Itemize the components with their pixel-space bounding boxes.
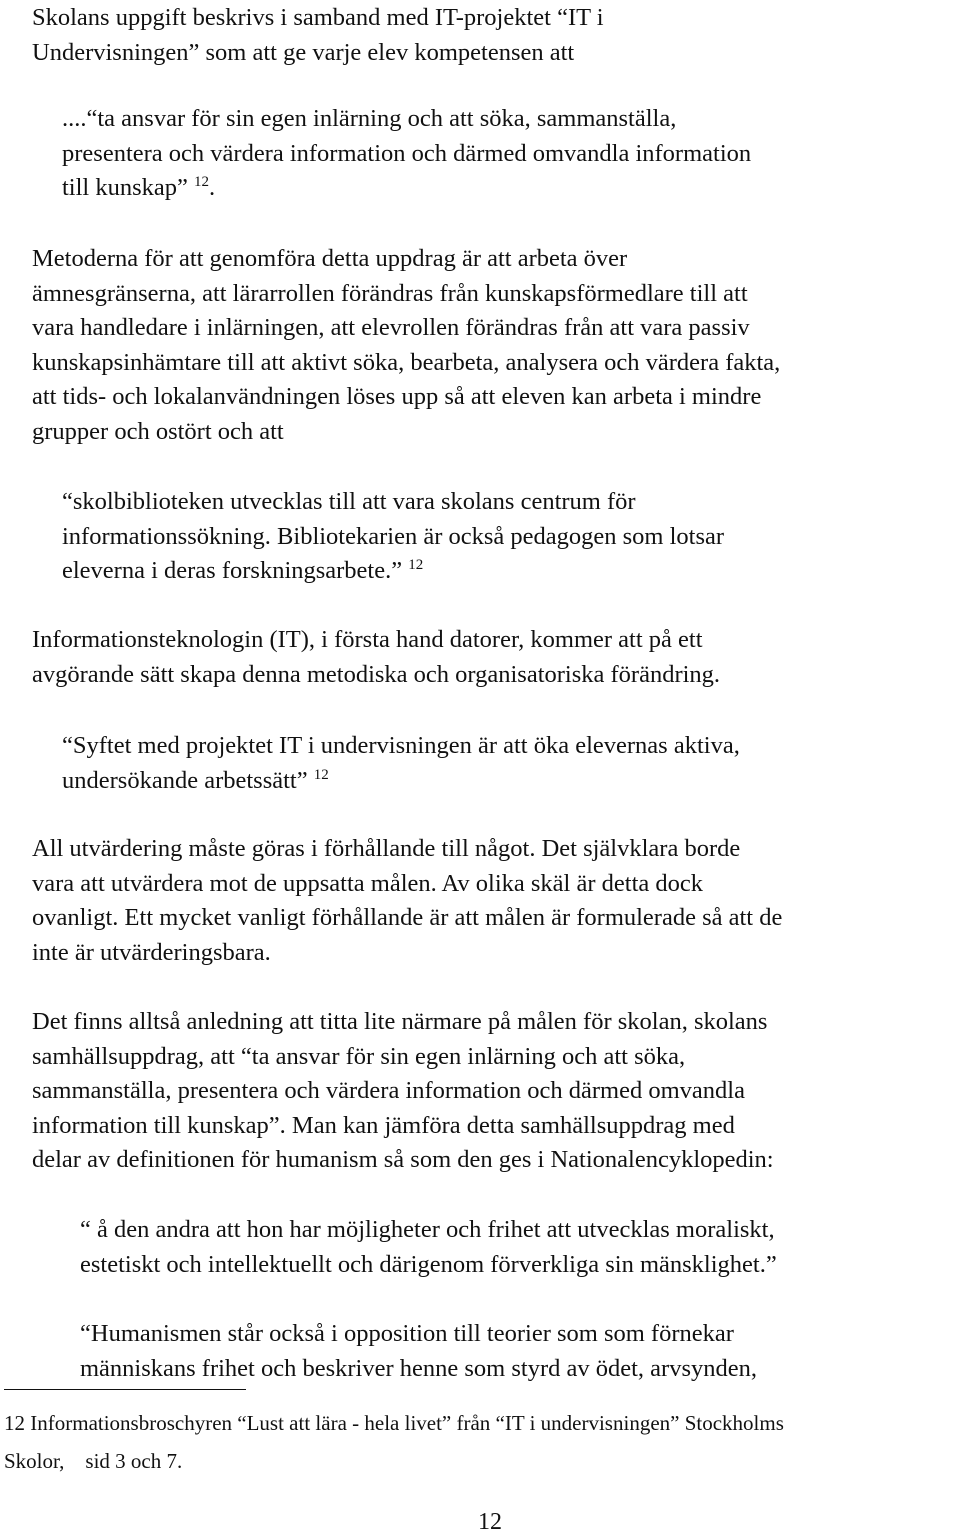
text-line: inte är utvärderingsbara. xyxy=(32,938,271,966)
text-line: samhällsuppdrag, att “ta ansvar för sin egen inlärning och att söka, xyxy=(32,1042,686,1070)
footnote-ref: 12 xyxy=(194,174,210,190)
quote-block-5 xyxy=(80,1317,940,1386)
quote-block-2 xyxy=(62,485,932,589)
footnote-text: Informationsbroschyren “Lust att lära - hela livet” från “IT i undervisningen” Stockholms xyxy=(30,1411,784,1435)
text-line: Informationsteknologin (IT), i första hand datorer, kommer att på ett xyxy=(32,626,703,653)
paragraph-it xyxy=(32,623,942,692)
page-number: 12 xyxy=(478,1509,502,1535)
text-segment: . xyxy=(209,174,216,201)
text-line: vara handledare i inlärningen, att elevrollen förändras från att vara passiv xyxy=(32,314,750,341)
text-line: att tids- och lokalanvändningen löses upp så att eleven kan arbeta i mindre xyxy=(32,383,762,410)
text-line: “skolbiblioteken utvecklas till att vara skolans centrum för xyxy=(62,488,636,515)
text-line: delar av definitionen för humanism så som den ges i Nationalencyklopedin: xyxy=(32,1146,774,1173)
footnote xyxy=(4,1404,958,1480)
footnote-ref: 12 xyxy=(408,557,424,573)
text-line: Undervisningen” som att ge varje elev kompetensen att xyxy=(32,38,575,66)
text-line: estetiskt och intellektuellt och därigenom förverkliga sin mänsklighet.” xyxy=(80,1250,777,1278)
text-line: avgörande sätt skapa denna metodiska och organisatoriska förändring. xyxy=(32,660,721,688)
text-line: ....“ta ansvar för sin egen inlärning och att söka, sammanställa, xyxy=(62,105,677,132)
text-line: Metoderna för att genomföra detta uppdrag är att arbeta över xyxy=(32,245,628,272)
paragraph-methods xyxy=(32,242,942,449)
text-line: grupper och ostört och att xyxy=(32,417,284,445)
text-line: presentera och värdera information och därmed omvandla information xyxy=(62,139,752,167)
text-line: “Humanismen står också i opposition till teorier som som förnekar xyxy=(80,1320,734,1347)
text-line-with-ref xyxy=(62,171,932,206)
footnote-line xyxy=(4,1404,958,1442)
text-line: “ å den andra att hon har möjligheter och frihet att utvecklas moraliskt, xyxy=(80,1216,775,1243)
quote-block-4 xyxy=(80,1213,940,1282)
text-segment: till kunskap” xyxy=(62,174,188,201)
quote-block-3 xyxy=(62,729,932,798)
footnote-divider xyxy=(4,1389,246,1390)
footnote-line: Skolor, sid 3 och 7. xyxy=(4,1449,183,1473)
text-line: Det finns alltså anledning att titta lite närmare på målen för skolan, skolans xyxy=(32,1008,768,1035)
text-line: informationssökning. Bibliotekarien är också pedagogen som lotsar xyxy=(62,522,725,550)
footnote-ref: 12 xyxy=(313,766,329,783)
text-line: kunskapsinhämtare till att aktivt söka, bearbeta, analysera och värdera fakta, xyxy=(32,348,781,376)
text-segment: eleverna i deras forskningsarbete.” xyxy=(62,557,403,584)
paragraph-intro xyxy=(32,1,942,70)
text-line-with-ref xyxy=(62,764,932,799)
text-line-with-ref xyxy=(62,554,932,589)
text-segment: undersökande arbetssätt” xyxy=(62,766,308,794)
paragraph-evaluation xyxy=(32,832,942,970)
text-line: ovanligt. Ett mycket vanligt förhållande är att målen är formulerade så att de xyxy=(32,904,783,931)
text-line: människans frihet och beskriver henne som styrd av ödet, arvsynden, xyxy=(80,1354,757,1382)
text-line: Skolans uppgift beskrivs i samband med IT-projektet “IT i xyxy=(32,4,604,31)
text-line: vara att utvärdera mot de uppsatta målen. Av olika skäl är detta dock xyxy=(32,869,704,897)
paragraph-goals xyxy=(32,1005,942,1178)
text-line: “Syftet med projektet IT i undervisningen är att öka elevernas aktiva, xyxy=(62,732,740,759)
text-line: sammanställa, presentera och värdera information och därmed omvandla xyxy=(32,1077,745,1104)
footnote-marker: 12 xyxy=(4,1411,25,1435)
text-line: information till kunskap”. Man kan jämföra detta samhällsuppdrag med xyxy=(32,1111,735,1139)
text-line: ämnesgränserna, att lärarrollen förändras från kunskapsförmedlare till att xyxy=(32,279,748,307)
quote-block-1 xyxy=(62,102,932,206)
text-line: All utvärdering måste göras i förhållande till något. Det självklara borde xyxy=(32,835,741,862)
